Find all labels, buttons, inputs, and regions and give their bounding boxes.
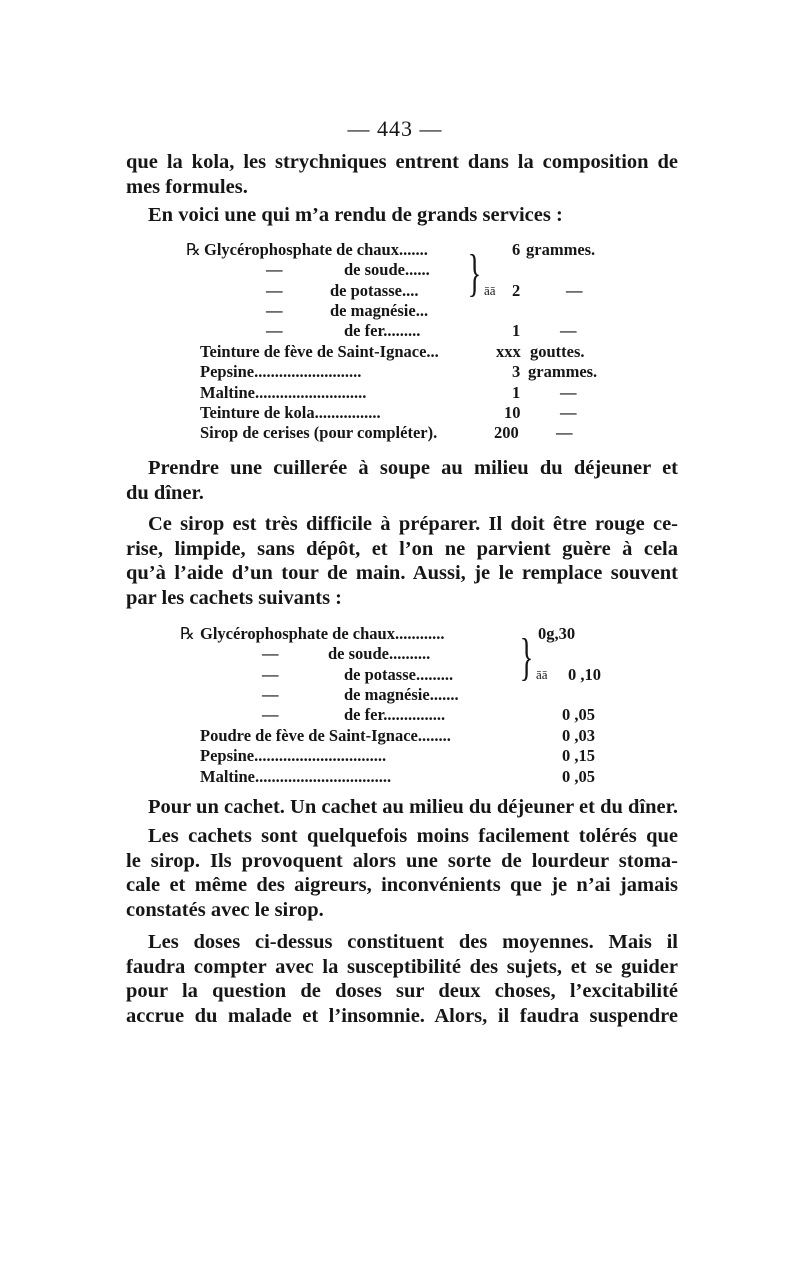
ingredient-label: de fer...............: [344, 705, 446, 724]
ingredient-unit: gouttes.: [530, 342, 585, 361]
text-line: par les cachets suivants :: [126, 586, 343, 609]
ditto-dash: —: [266, 260, 283, 279]
ingredient-unit: —: [566, 281, 583, 300]
ditto-dash: —: [262, 705, 279, 724]
text-line: Prendre une cuillerée à soupe au milieu du déjeuner et: [148, 457, 678, 479]
ingredient-qty: 0 ,10: [568, 665, 601, 684]
ditto-dash: —: [262, 685, 279, 704]
ingredient-qty: 10: [504, 403, 521, 422]
brace-icon: }: [519, 629, 534, 686]
ingredient-label: de magnésie...: [330, 301, 429, 320]
ingredient-qty: 6: [512, 240, 521, 259]
ingredient-qty: 0 ,03: [562, 726, 595, 745]
ingredient-label: Maltine...........................: [200, 383, 367, 402]
text-line: accrue du malade et l’insomnie. Alors, il faudra suspendre: [126, 1004, 678, 1027]
text-line: du dîner.: [126, 481, 204, 504]
ingredient-unit: —: [560, 321, 577, 340]
ingredient-qty: 2: [512, 281, 521, 300]
text-line: Les cachets sont quelquefois moins facilement tolérés que: [148, 825, 678, 847]
text-line: Pour un cachet. Un cachet au milieu du déjeuner et du dîner.: [148, 796, 678, 818]
ingredient-unit: —: [560, 403, 577, 422]
ingredient-qty: 200: [494, 423, 519, 442]
text-line: cale et même des aigreurs, inconvénients que je n’ai jamais: [126, 874, 678, 896]
ingredient-qty: xxx: [496, 342, 521, 361]
paragraph-intro: [126, 150, 678, 199]
text-line: rise, limpide, sans dépôt, et l’on ne parvient guère à cela: [126, 537, 678, 560]
text-line: qu’à l’aide d’un tour de main. Aussi, je le remplace souvent: [126, 562, 678, 584]
rx-symbol-icon: ℞: [186, 240, 201, 259]
ingredient-label: Glycérophosphate de chaux............: [200, 624, 445, 643]
paragraph-preparation: [126, 512, 678, 610]
ingredient-qty: 0g,30: [538, 624, 576, 643]
ingredient-label: de soude..........: [328, 644, 431, 663]
text-line: En voici une qui m’a rendu de grands services :: [148, 204, 563, 226]
brace-icon: }: [467, 245, 482, 302]
ingredient-unit: grammes.: [528, 362, 598, 381]
ditto-dash: —: [266, 321, 283, 340]
ingredient-qty: 0 ,15: [562, 746, 595, 765]
ditto-dash: —: [262, 644, 279, 663]
ingredient-label: de soude......: [344, 260, 430, 279]
page-number: — 443 —: [347, 116, 443, 141]
ingredient-label: de potasse.........: [344, 665, 454, 684]
ingredient-label: Teinture de fève de Saint-Ignace...: [200, 342, 439, 361]
ditto-dash: —: [262, 665, 279, 684]
ingredient-unit: grammes.: [526, 240, 596, 259]
ingredient-label: Teinture de kola................: [200, 403, 381, 422]
ingredient-qty: 0 ,05: [562, 767, 595, 786]
text-line: constatés avec le sirop.: [126, 898, 324, 921]
text-line: Les doses ci-dessus constituent des moyennes. Mais il: [148, 931, 678, 953]
text-line: pour la question de doses sur deux choses, l’excitabilité: [126, 980, 678, 1002]
ana-symbol: āā: [536, 667, 548, 682]
ingredient-label: de magnésie.......: [344, 685, 459, 704]
paragraph-tolerance: [126, 824, 678, 922]
ingredient-qty: 1: [512, 321, 521, 340]
text-line: le sirop. Ils provoquent alors une sorte de lourdeur stoma-: [126, 849, 678, 872]
ingredient-label: Pepsine................................: [200, 746, 387, 765]
ingredient-label: Sirop de cerises (pour compléter).: [200, 423, 438, 442]
ingredient-qty: 0 ,05: [562, 705, 595, 724]
ingredient-label: Glycérophosphate de chaux.......: [204, 240, 428, 259]
rx-symbol-icon: ℞: [180, 624, 195, 643]
ingredient-unit: —: [560, 383, 577, 402]
paragraph-cachet: [126, 795, 678, 820]
ingredient-label: Poudre de fève de Saint-Ignace........: [200, 726, 451, 745]
ingredient-qty: 1: [512, 383, 521, 402]
ingredient-label: de potasse....: [330, 281, 419, 300]
text-line: mes formules.: [126, 175, 248, 198]
ingredient-unit: —: [556, 423, 573, 442]
ingredient-qty: 3: [512, 362, 521, 381]
paragraph-doses: [126, 930, 678, 1028]
text-line: faudra compter avec la susceptibilité des sujets, et se guider: [126, 955, 678, 978]
ana-symbol: āā: [484, 283, 496, 298]
paragraph-services: [126, 203, 678, 228]
paragraph-dosage: [126, 456, 678, 505]
ditto-dash: —: [266, 301, 283, 320]
text-line: que la kola, les strychniques entrent dans la composition de: [126, 151, 678, 173]
ingredient-label: de fer.........: [344, 321, 421, 340]
ingredient-label: Pepsine..........................: [200, 362, 362, 381]
ingredient-label: Maltine.................................: [200, 767, 392, 786]
text-line: Ce sirop est très difficile à préparer. Il doit être rouge ce-: [148, 513, 678, 535]
ditto-dash: —: [266, 281, 283, 300]
